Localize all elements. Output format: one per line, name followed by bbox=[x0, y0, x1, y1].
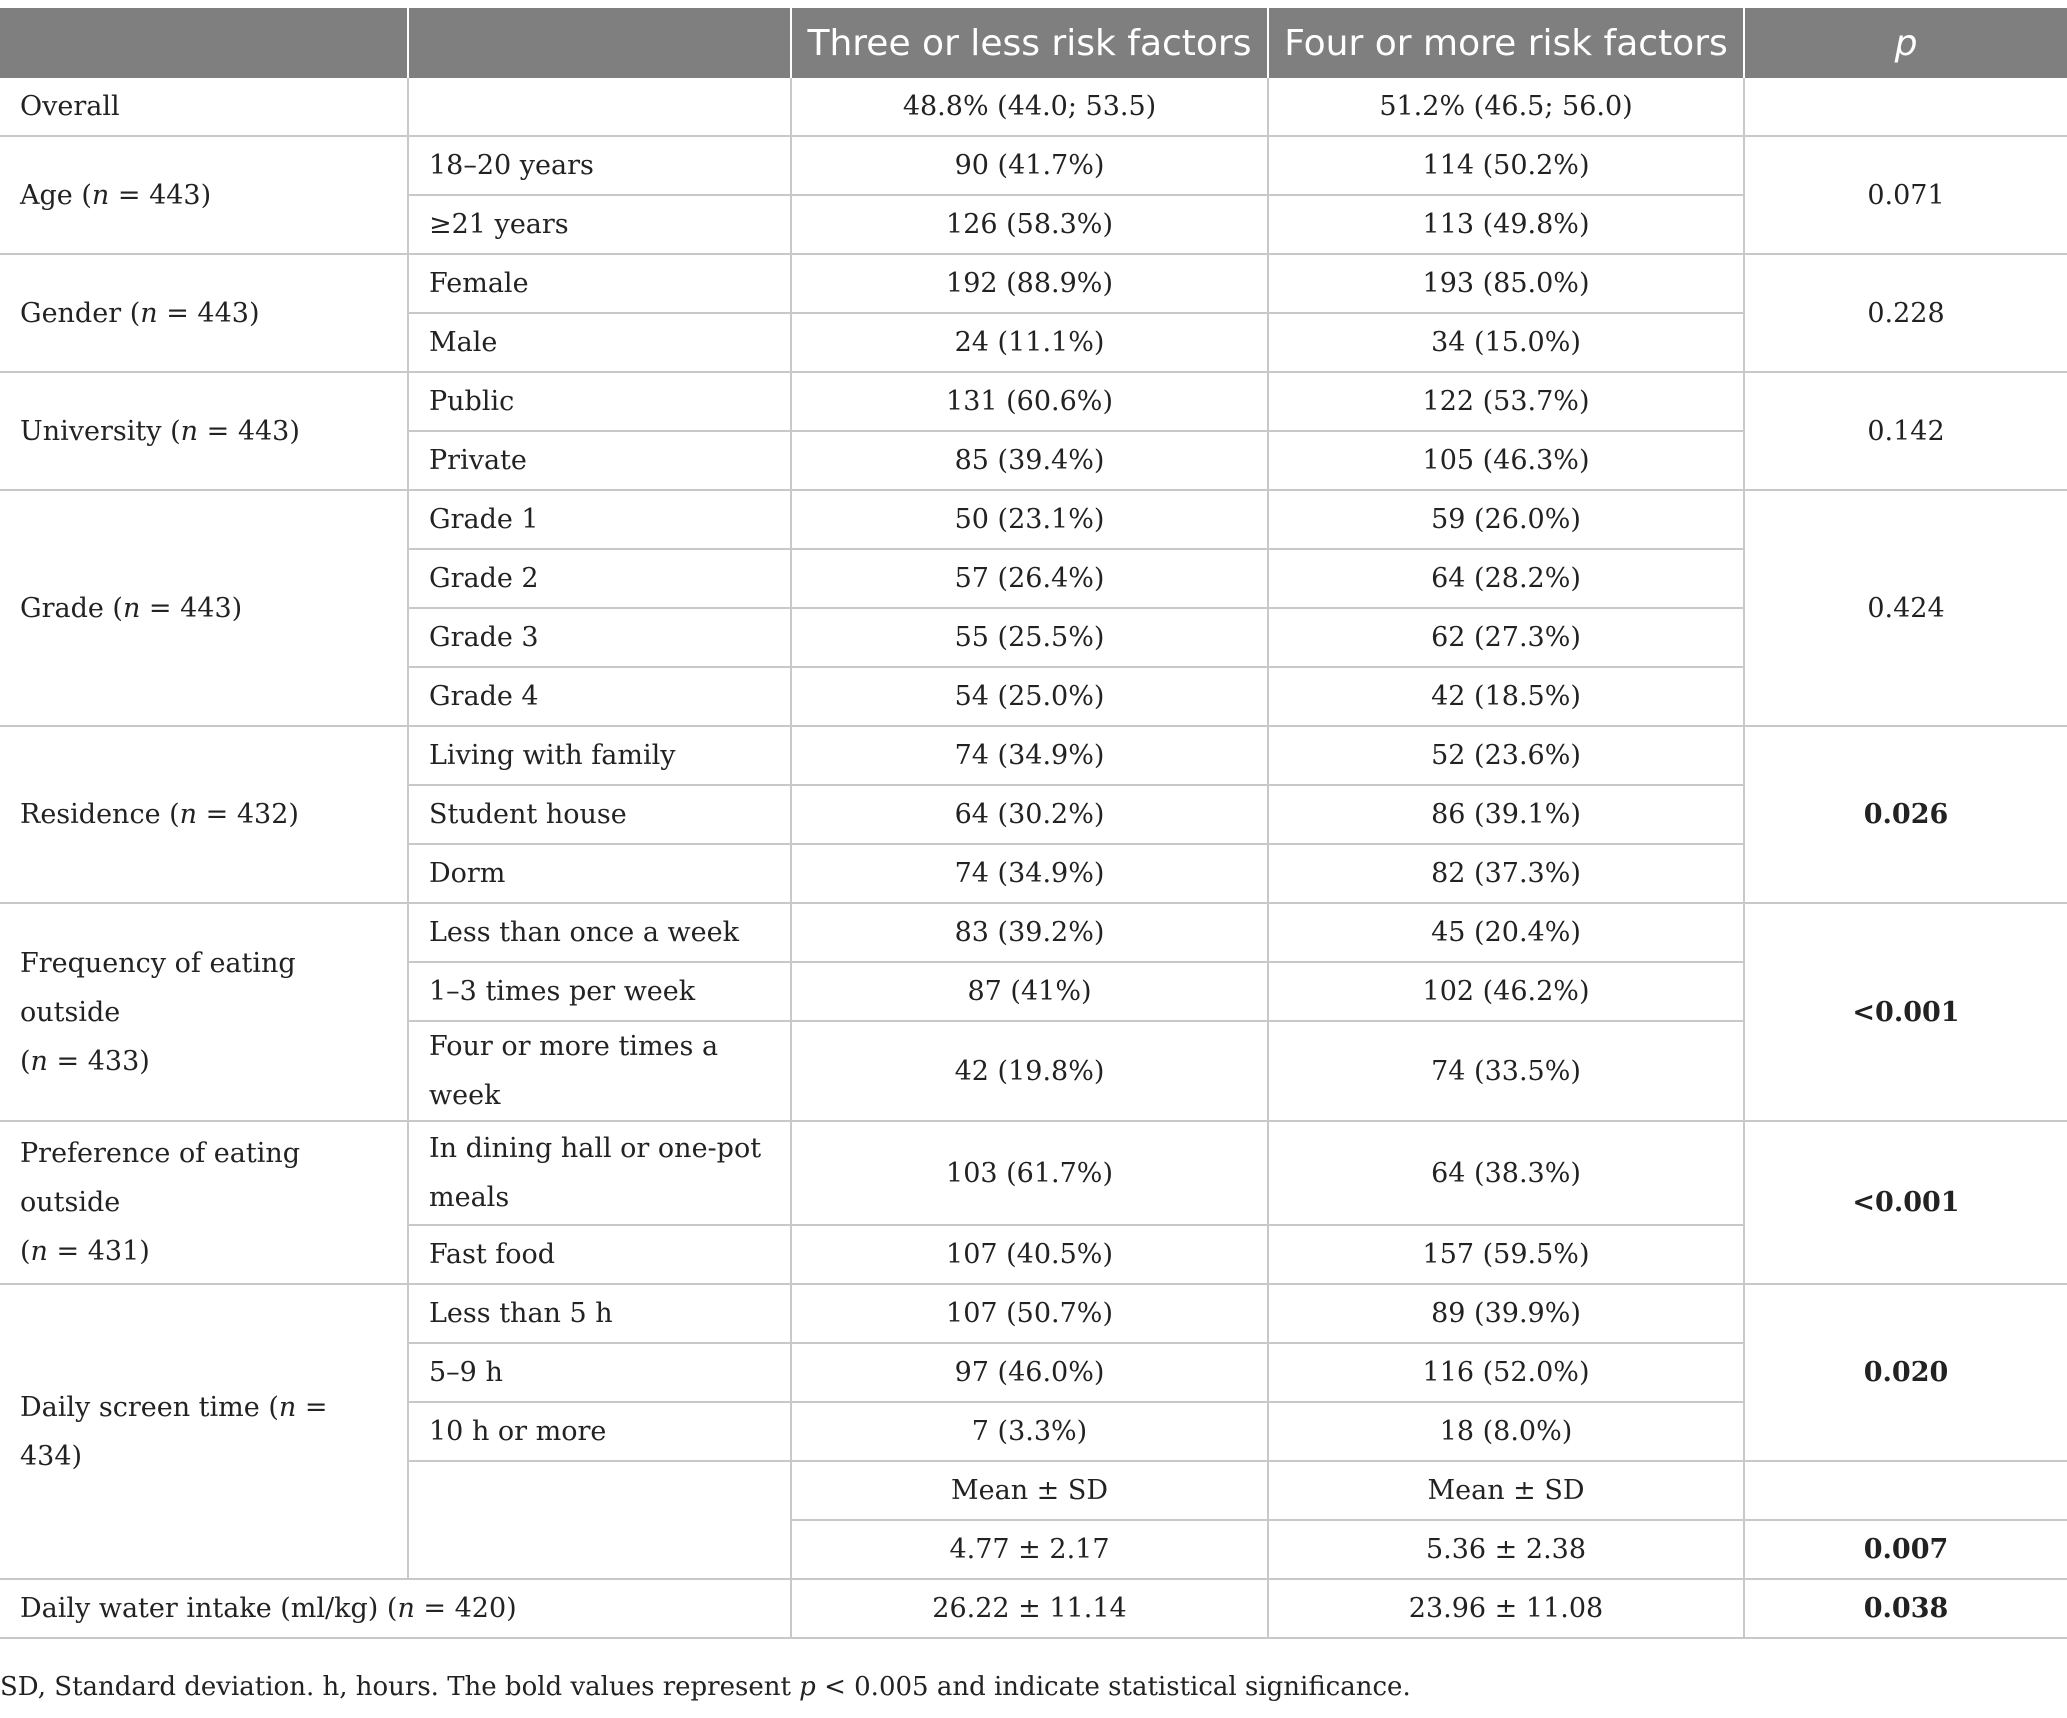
grade-three: 50 (23.1%) bbox=[791, 490, 1268, 549]
header-p: p bbox=[1744, 8, 2067, 78]
empty-cell bbox=[408, 78, 791, 136]
grade-level: Grade 2 bbox=[408, 549, 791, 608]
table-row bbox=[0, 1284, 2067, 1343]
gender-four: 34 (15.0%) bbox=[1268, 313, 1744, 372]
university-level: Public bbox=[408, 372, 791, 431]
residence-three: 74 (34.9%) bbox=[791, 844, 1268, 903]
university-four: 105 (46.3%) bbox=[1268, 431, 1744, 490]
age-level: ≥21 years bbox=[408, 195, 791, 254]
gender-p: 0.228 bbox=[1744, 254, 2067, 372]
gender-three: 24 (11.1%) bbox=[791, 313, 1268, 372]
grade-three: 55 (25.5%) bbox=[791, 608, 1268, 667]
table-row bbox=[0, 136, 2067, 195]
freq-level: 1–3 times per week bbox=[408, 962, 791, 1021]
grade-three: 57 (26.4%) bbox=[791, 549, 1268, 608]
empty-cell bbox=[1744, 1461, 2067, 1520]
age-four: 114 (50.2%) bbox=[1268, 136, 1744, 195]
age-four: 113 (49.8%) bbox=[1268, 195, 1744, 254]
residence-level: Student house bbox=[408, 785, 791, 844]
grade-three: 54 (25.0%) bbox=[791, 667, 1268, 726]
table-row bbox=[0, 254, 2067, 313]
water-four: 23.96 ± 11.08 bbox=[1268, 1579, 1744, 1638]
freq-four: 102 (46.2%) bbox=[1268, 962, 1744, 1021]
grade-p: 0.424 bbox=[1744, 490, 2067, 726]
screen-four: 116 (52.0%) bbox=[1268, 1343, 1744, 1402]
header-group bbox=[0, 8, 408, 78]
age-p: 0.071 bbox=[1744, 136, 2067, 254]
overall-four: 51.2% (46.5; 56.0) bbox=[1268, 78, 1744, 136]
freq-three: 87 (41%) bbox=[791, 962, 1268, 1021]
screen-level: Less than 5 h bbox=[408, 1284, 791, 1343]
freq-four: 74 (33.5%) bbox=[1268, 1021, 1744, 1121]
residence-level: Living with family bbox=[408, 726, 791, 785]
results-table bbox=[0, 8, 2067, 1639]
gender-level: Male bbox=[408, 313, 791, 372]
pref-three: 103 (61.7%) bbox=[791, 1121, 1268, 1225]
screen-mean-three: 4.77 ± 2.17 bbox=[791, 1520, 1268, 1579]
grade-label: Grade (n = 443) bbox=[0, 490, 408, 726]
residence-p: 0.026 bbox=[1744, 726, 2067, 903]
pref-p: <0.001 bbox=[1744, 1121, 2067, 1284]
grade-level: Grade 3 bbox=[408, 608, 791, 667]
grade-four: 59 (26.0%) bbox=[1268, 490, 1744, 549]
university-four: 122 (53.7%) bbox=[1268, 372, 1744, 431]
table-row bbox=[0, 903, 2067, 962]
university-three: 131 (60.6%) bbox=[791, 372, 1268, 431]
age-three: 90 (41.7%) bbox=[791, 136, 1268, 195]
grade-four: 64 (28.2%) bbox=[1268, 549, 1744, 608]
header-four-or-more: Four or more risk factors bbox=[1268, 8, 1744, 78]
gender-label: Gender (n = 443) bbox=[0, 254, 408, 372]
header-level bbox=[408, 8, 791, 78]
university-three: 85 (39.4%) bbox=[791, 431, 1268, 490]
empty-cell bbox=[408, 1461, 791, 1579]
pref-level: In dining hall or one-pot meals bbox=[408, 1121, 791, 1225]
residence-four: 52 (23.6%) bbox=[1268, 726, 1744, 785]
university-p: 0.142 bbox=[1744, 372, 2067, 490]
screen-mean-four: 5.36 ± 2.38 bbox=[1268, 1520, 1744, 1579]
screen-mean-header-four: Mean ± SD bbox=[1268, 1461, 1744, 1520]
screen-p: 0.020 bbox=[1744, 1284, 2067, 1461]
freq-level: Four or more times a week bbox=[408, 1021, 791, 1121]
grade-four: 42 (18.5%) bbox=[1268, 667, 1744, 726]
freq-p: <0.001 bbox=[1744, 903, 2067, 1121]
water-label: Daily water intake (ml/kg) (n = 420) bbox=[0, 1579, 791, 1638]
table-row bbox=[0, 726, 2067, 785]
residence-label: Residence (n = 432) bbox=[0, 726, 408, 903]
grade-four: 62 (27.3%) bbox=[1268, 608, 1744, 667]
residence-level: Dorm bbox=[408, 844, 791, 903]
age-level: 18–20 years bbox=[408, 136, 791, 195]
table-row bbox=[0, 490, 2067, 549]
water-p: 0.038 bbox=[1744, 1579, 2067, 1638]
pref-level: Fast food bbox=[408, 1225, 791, 1284]
screen-three: 97 (46.0%) bbox=[791, 1343, 1268, 1402]
screen-mean-p: 0.007 bbox=[1744, 1520, 2067, 1579]
freq-level: Less than once a week bbox=[408, 903, 791, 962]
pref-four: 157 (59.5%) bbox=[1268, 1225, 1744, 1284]
water-three: 26.22 ± 11.14 bbox=[791, 1579, 1268, 1638]
screen-level: 10 h or more bbox=[408, 1402, 791, 1461]
table-footnote: SD, Standard deviation. h, hours. The bold values represent p < 0.005 and indicate statistical significance. bbox=[0, 1672, 1411, 1702]
screen-level: 5–9 h bbox=[408, 1343, 791, 1402]
gender-four: 193 (85.0%) bbox=[1268, 254, 1744, 313]
grade-level: Grade 1 bbox=[408, 490, 791, 549]
table-row bbox=[0, 78, 2067, 136]
screen-label: Daily screen time (n = 434) bbox=[0, 1284, 408, 1579]
grade-level: Grade 4 bbox=[408, 667, 791, 726]
age-three: 126 (58.3%) bbox=[791, 195, 1268, 254]
gender-three: 192 (88.9%) bbox=[791, 254, 1268, 313]
table-row bbox=[0, 1121, 2067, 1225]
overall-three: 48.8% (44.0; 53.5) bbox=[791, 78, 1268, 136]
table-row bbox=[0, 372, 2067, 431]
residence-three: 74 (34.9%) bbox=[791, 726, 1268, 785]
residence-three: 64 (30.2%) bbox=[791, 785, 1268, 844]
screen-four: 89 (39.9%) bbox=[1268, 1284, 1744, 1343]
screen-four: 18 (8.0%) bbox=[1268, 1402, 1744, 1461]
pref-four: 64 (38.3%) bbox=[1268, 1121, 1744, 1225]
overall-label: Overall bbox=[0, 78, 408, 136]
table-row bbox=[0, 1579, 2067, 1638]
empty-cell bbox=[1744, 78, 2067, 136]
age-label: Age (n = 443) bbox=[0, 136, 408, 254]
screen-three: 107 (50.7%) bbox=[791, 1284, 1268, 1343]
residence-four: 82 (37.3%) bbox=[1268, 844, 1744, 903]
pref-label: Preference of eating outside (n = 431) bbox=[0, 1121, 408, 1284]
freq-three: 83 (39.2%) bbox=[791, 903, 1268, 962]
freq-three: 42 (19.8%) bbox=[791, 1021, 1268, 1121]
gender-level: Female bbox=[408, 254, 791, 313]
screen-mean-header-three: Mean ± SD bbox=[791, 1461, 1268, 1520]
screen-three: 7 (3.3%) bbox=[791, 1402, 1268, 1461]
residence-four: 86 (39.1%) bbox=[1268, 785, 1744, 844]
university-label: University (n = 443) bbox=[0, 372, 408, 490]
header-row bbox=[0, 8, 2067, 78]
freq-label: Frequency of eating outside (n = 433) bbox=[0, 903, 408, 1121]
header-three-or-less: Three or less risk factors bbox=[791, 8, 1268, 78]
university-level: Private bbox=[408, 431, 791, 490]
pref-three: 107 (40.5%) bbox=[791, 1225, 1268, 1284]
freq-four: 45 (20.4%) bbox=[1268, 903, 1744, 962]
